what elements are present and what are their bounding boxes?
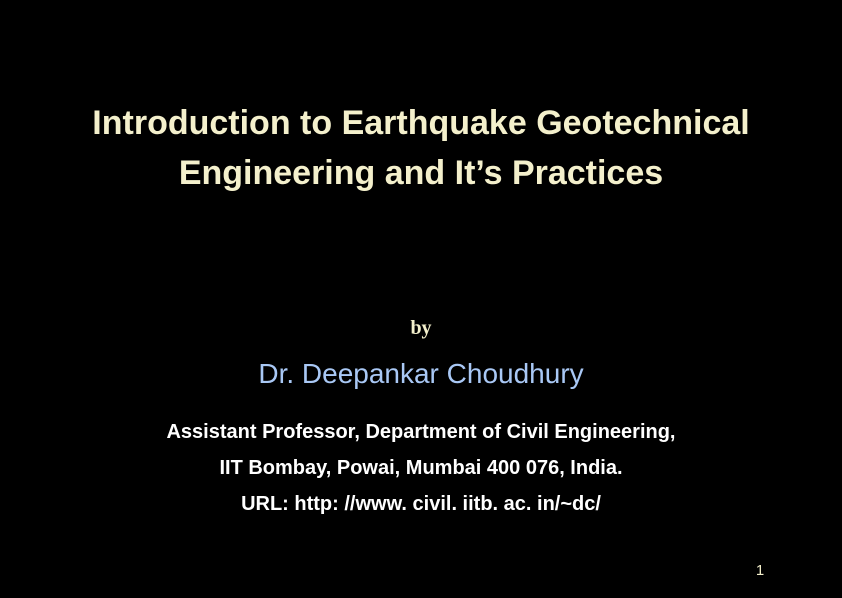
slide-number: 1: [755, 562, 765, 579]
affiliation-url: URL: http: //www. civil. iitb. ac. in/~dc/: [241, 493, 601, 515]
affiliation-line-1: Assistant Professor, Department of Civil Engineering,: [166, 421, 676, 443]
byline: by: [410, 317, 432, 339]
slide-title: [0, 98, 842, 198]
author-affiliation: [0, 414, 842, 522]
author-name: Dr. Deepankar Choudhury: [258, 358, 584, 389]
slide-title-line-2: Engineering and It’s Practices: [178, 154, 664, 192]
affiliation-line-2: IIT Bombay, Powai, Mumbai 400 076, India.: [219, 457, 623, 479]
slide-title-line-1: Introduction to Earthquake Geotechnical: [92, 104, 750, 142]
